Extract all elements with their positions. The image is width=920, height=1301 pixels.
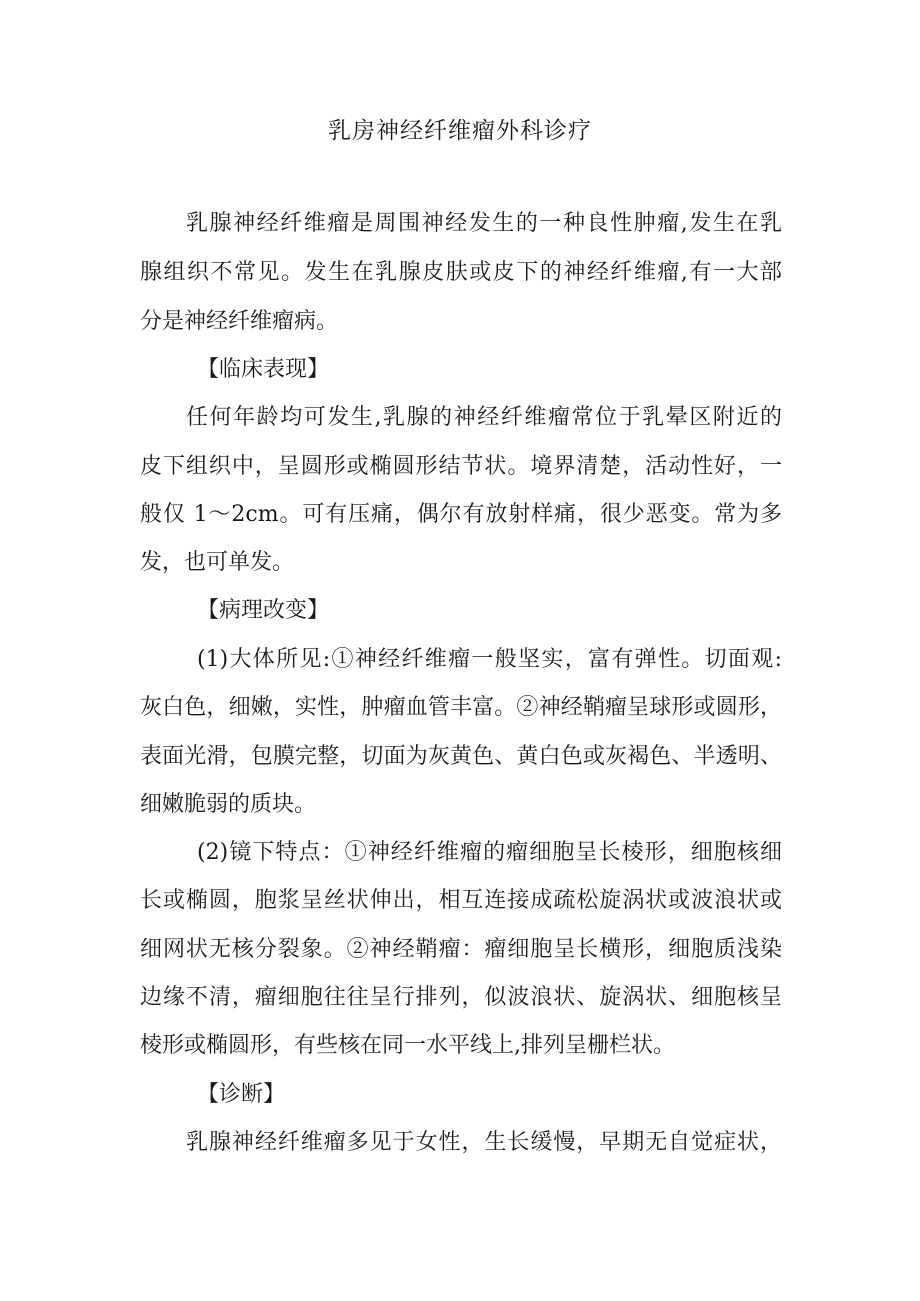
paragraph-line: 棱形或椭圆形，有些核在同一水平线上,排列呈栅栏状。 [140,1033,675,1058]
paragraph-line: (1)大体所见:①神经纤维瘤一般坚实，富有弹性。切面观: [197,647,782,672]
paragraph-line: 般仅 1～2cm。可有压痛，偶尔有放射样痛，很少恶变。常为多 [140,502,782,527]
paragraph-line: 皮下组织中，呈圆形或椭圆形结节状。境界清楚，活动性好，一 [140,454,782,479]
paragraph-line: 分是神经纤维瘤病。 [140,309,339,334]
paragraph-line: 发，也可单发。 [140,550,295,575]
paragraph-line: 灰白色，细嫩，实性，肿瘤血管丰富。②神经鞘瘤呈球形或圆形， [140,695,782,720]
paragraph-line: 腺组织不常见。发生在乳腺皮肤或皮下的神经纤维瘤,有一大部 [140,260,782,285]
paragraph-line: 长或椭圆，胞浆呈丝状伸出，相互连接成疏松旋涡状或波浪状或 [140,888,782,913]
paragraph-line: 乳腺神经纤维瘤多见于女性，生长缓慢，早期无自觉症状， [186,1130,782,1155]
section-heading-pathology: 【病理改变】 [197,598,330,623]
paragraph-line: 细网状无核分裂象。②神经鞘瘤：瘤细胞呈长横形，细胞质浅染 [140,937,782,962]
section-heading-diagnosis: 【诊断】 [197,1082,286,1107]
section-heading-clinical: 【临床表现】 [197,357,330,382]
document-title: 乳房神经纤维瘤外科诊疗 [328,118,592,144]
paragraph-line: 细嫩脆弱的质块。 [140,792,317,817]
paragraph-line: 边缘不清，瘤细胞往往呈行排列，似波浪状、旋涡状、细胞核呈 [140,985,782,1010]
paragraph-line: 表面光滑，包膜完整，切面为灰黄色、黄白色或灰褐色、半透明、 [140,744,782,769]
paragraph-line: (2)镜下特点：①神经纤维瘤的瘤细胞呈长棱形，细胞核细 [197,840,782,865]
paragraph-line: 乳腺神经纤维瘤是周围神经发生的一种良性肿瘤,发生在乳 [186,211,782,236]
paragraph-line: 任何年龄均可发生,乳腺的神经纤维瘤常位于乳晕区附近的 [186,405,782,430]
